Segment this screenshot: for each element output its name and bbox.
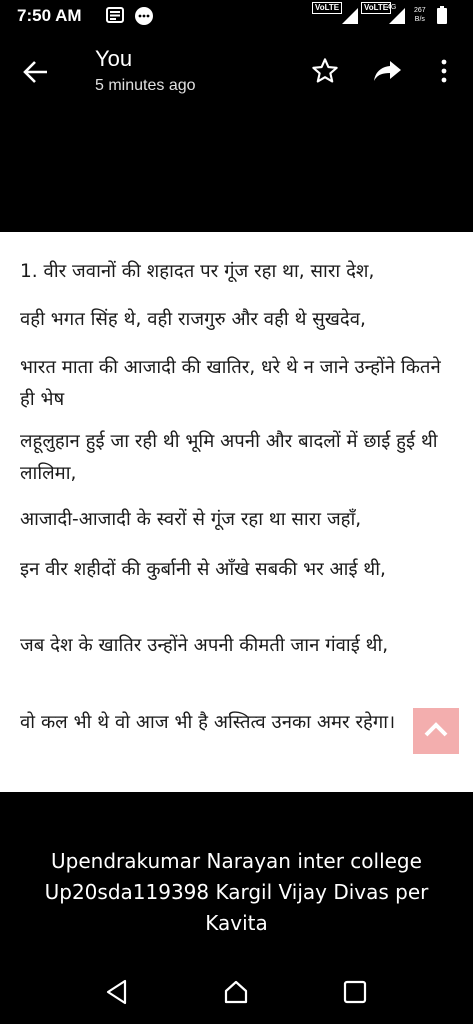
nav-recent-icon[interactable] — [342, 979, 368, 1005]
app-bar — [0, 32, 473, 232]
system-nav-bar — [0, 960, 473, 1024]
status-bar — [0, 0, 473, 32]
caption-line: Up20sda119398 Kargil Vijay Divas per — [44, 880, 429, 904]
volte-badge-sim1: VoLTE — [312, 2, 342, 14]
status-time: 7:50 AM — [17, 6, 82, 25]
signal-icon — [342, 8, 358, 24]
caption-line: Upendrakumar Narayan inter college — [51, 849, 422, 873]
image-caption — [0, 846, 473, 939]
network-speed — [414, 6, 426, 24]
signal-icon — [389, 8, 405, 24]
poem-line: इन वीर शहीदों की कुर्बानी से आँखे सबकी भर आई थी, — [20, 559, 386, 580]
caption-line: Kavita — [205, 911, 268, 935]
poem-line: जब देश के खातिर उन्होंने अपनी कीमती जान गंवाई थी, — [20, 635, 389, 656]
back-arrow-icon[interactable] — [20, 56, 52, 88]
nav-back-icon[interactable] — [103, 978, 131, 1006]
nav-home-icon[interactable] — [222, 978, 250, 1006]
more-vert-icon[interactable] — [432, 57, 456, 85]
network-type: 4G — [387, 4, 397, 11]
chat-icon — [134, 6, 154, 26]
poem-line: लहूलुहान हुई जा रही थी भूमि अपनी और बादलों में छाई हुई थी लालिमा, — [20, 431, 438, 484]
poem-line: आजादी-आजादी के स्वरों से गूंज रहा था सारा जहाँ, — [20, 509, 362, 530]
poem-line: वो कल भी थे वो आज भी है अस्तित्व उनका अमर रहेगा। — [20, 712, 396, 733]
page-title: You — [95, 46, 133, 71]
poem-line: 1. वीर जवानों की शहादत पर गूंज रहा था, सारा देश, — [20, 261, 375, 282]
scroll-to-top-button[interactable] — [413, 708, 459, 754]
battery-icon — [437, 6, 447, 24]
network-speed-value: 267 — [414, 7, 426, 14]
poem-line: वही भगत सिंह थे, वही राजगुरु और वही थे सुखदेव, — [20, 309, 366, 330]
chevron-up-icon — [413, 708, 459, 754]
article-content[interactable] — [0, 232, 473, 792]
page-subtitle: 5 minutes ago — [95, 77, 196, 94]
poem-line: भारत माता की आजादी की खातिर, धरे थे न जाने उन्होंने कितने ही भेष — [20, 357, 441, 410]
network-speed-unit: B/s — [414, 16, 425, 23]
star-icon[interactable] — [311, 57, 339, 85]
message-icon — [106, 7, 124, 23]
volte-badge-sim2: VoLTE — [361, 2, 391, 14]
share-icon[interactable] — [372, 57, 402, 85]
